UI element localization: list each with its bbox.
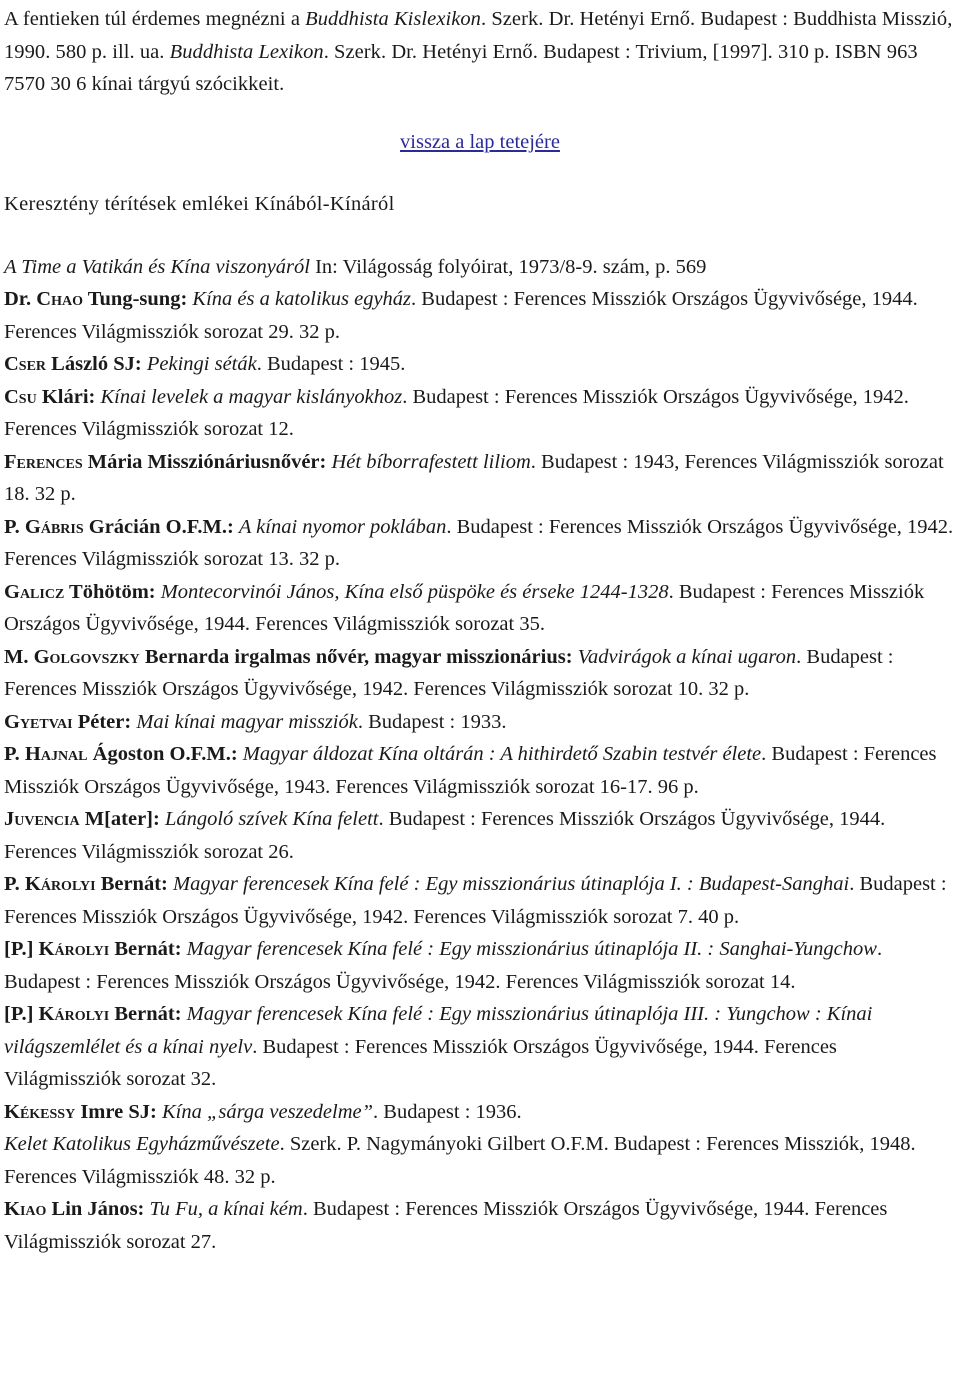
entry-title: Kínai levelek a magyar kislányokhoz	[100, 385, 403, 408]
bibliography-entry	[4, 706, 956, 739]
entry-author-surname: Károlyi	[24, 873, 96, 895]
entry-author-name: Bernarda irgalmas nővér, magyar misszionárius:	[139, 645, 578, 668]
entry-details: . Budapest : Ferences Missziók Országos Ügyvivősége, 1944. Ferences Világmissziók sorozat 32.	[4, 1035, 837, 1090]
entry-author-surname: Gábris	[24, 515, 84, 538]
entry-author-prefix: [P.]	[4, 1003, 39, 1025]
bibliography-entry	[4, 576, 956, 641]
entry-author-name: Klári:	[36, 385, 101, 408]
entry-details: . Budapest : Ferences Missziók Országos Ügyvivősége, 1944. Ferences Világmissziók sorozat 35.	[4, 580, 925, 635]
entry-title: A Time a Vatikán és Kína viszonyáról	[4, 255, 310, 278]
entry-title: Kelet Katolikus Egyházművészete	[4, 1133, 280, 1155]
entry-title: Magyar áldozat Kína oltárán : A hithirdető Szabin testvér élete	[242, 743, 762, 765]
entry-author-surname: Károlyi	[38, 1003, 110, 1025]
entry-title: Kína és a katolikus egyház	[192, 288, 412, 310]
entry-author-prefix: P.	[4, 515, 25, 538]
back-to-top-row	[4, 126, 956, 159]
entry-details: In: Világosság folyóirat, 1973/8-9. szám, p. 569	[309, 255, 707, 278]
entry-details: . Budapest : 1943, Ferences Világmissziók sorozat 18. 32 p.	[4, 450, 944, 505]
entry-details: . Budapest : Ferences Missziók Országos Ügyvivősége, 1942. Ferences Világmissziók sorozat 10. 32 p.	[4, 645, 894, 700]
entry-title: Tu Fu, a kínai kém	[149, 1198, 303, 1220]
bibliography-entry	[4, 283, 956, 348]
entry-author-surname: Golgovszky	[33, 645, 140, 668]
entry-author-name: Tung-sung:	[82, 288, 193, 310]
entry-author-name: Bernát:	[95, 873, 173, 895]
entry-details: . Budapest : Ferences Missziók Országos Ügyvivősége, 1942. Ferences Világmissziók sorozat 12.	[4, 385, 909, 440]
bibliography-entry	[4, 933, 956, 998]
entry-author-surname: Hajnal	[24, 743, 88, 765]
intro-title-2: Buddhista Lexikon	[169, 40, 324, 63]
back-to-top-link[interactable]: vissza a lap tetejére	[400, 130, 560, 153]
entry-author-prefix: P.	[4, 873, 25, 895]
entry-author-surname: Kékessy	[4, 1100, 76, 1123]
entry-title: Kína „sárga veszedelme”	[161, 1100, 374, 1123]
bibliography-entry	[4, 511, 956, 576]
entry-title: Hét bíborrafestett liliom	[331, 450, 531, 473]
entry-title: Lángoló szívek Kína felett	[164, 808, 379, 830]
entry-title: Magyar ferencesek Kína felé : Egy misszionárius útinaplója II. : Sanghai-Yungchow	[186, 938, 877, 960]
entry-author-prefix: [P.]	[4, 938, 39, 960]
entry-title: Magyar ferencesek Kína felé : Egy misszionárius útinaplója III. : Yungchow : Kínai világszemlélet és a kínai nyelv	[4, 1003, 873, 1058]
document-page	[0, 3, 960, 1388]
bibliography-entry	[4, 803, 956, 868]
entry-author-name: M[ater]:	[79, 808, 165, 830]
entry-details: . Budapest : Ferences Missziók Országos Ügyvivősége, 1943. Ferences Világmissziók sorozat 16-17. 96 p.	[4, 743, 937, 798]
entry-title: Montecorvinói János, Kína első püspöke és érseke 1244-1328	[160, 580, 669, 603]
entry-details: . Budapest : Ferences Missziók Országos Ügyvivősége, 1944. Ferences Világmissziók sorozat 26.	[4, 808, 886, 863]
entry-details: . Budapest : 1945.	[256, 353, 406, 375]
entry-author-surname: Juvencia	[4, 808, 80, 830]
entry-author-name: Bernát:	[109, 1003, 187, 1025]
entry-details: . Szerk. P. Nagymányoki Gilbert O.F.M. Budapest : Ferences Missziók, 1948. Ferences Világmissziók 48. 32 p.	[4, 1133, 916, 1188]
entry-details: . Budapest : Ferences Missziók Országos Ügyvivősége, 1942. Ferences Világmissziók sorozat 14.	[4, 938, 883, 993]
bibliography-entry	[4, 998, 956, 1096]
entry-author-name: Grácián O.F.M.:	[83, 515, 239, 538]
entry-author-surname: Cser	[4, 353, 47, 375]
section-title: Keresztény térítések emlékei Kínából-Kínáról	[4, 193, 395, 215]
entry-details: . Budapest : Ferences Missziók Országos Ügyvivősége, 1942. Ferences Világmissziók sorozat 13. 32 p.	[4, 515, 954, 570]
entry-author-prefix: Dr.	[4, 288, 37, 310]
entry-author-surname: Csu	[4, 385, 37, 408]
entry-details: . Budapest : Ferences Missziók Országos Ügyvivősége, 1944. Ferences Világmissziók sorozat 27.	[4, 1198, 888, 1253]
intro-title-1: Buddhista Kislexikon	[305, 8, 481, 30]
entry-details: . Budapest : Ferences Missziók Országos Ügyvivősége, 1942. Ferences Világmissziók sorozat 7. 40 p.	[4, 873, 947, 928]
intro-text-1: A fentieken túl érdemes megnézni a	[4, 8, 306, 30]
entry-author-name: Mária Missziónáriusnővér:	[82, 450, 332, 473]
entry-author-surname: Galicz	[4, 580, 65, 603]
bibliography-entry	[4, 446, 956, 511]
entry-details: . Budapest : 1936.	[373, 1100, 522, 1123]
bibliography-entry	[4, 641, 956, 706]
entry-title: Pekingi séták	[146, 353, 257, 375]
bibliography-entry	[4, 738, 956, 803]
entry-author-name: Péter:	[72, 710, 137, 733]
entry-author-name: Töhötöm:	[64, 580, 161, 603]
entry-author-surname: Kiao	[4, 1198, 47, 1220]
entry-title: Mai kínai magyar missziók	[136, 710, 358, 733]
entry-author-prefix: P.	[4, 743, 25, 765]
entry-author-name: László SJ:	[46, 353, 147, 375]
entry-author-surname: Chao	[36, 288, 83, 310]
entry-title: A kínai nyomor poklában	[238, 515, 447, 538]
intro-paragraph	[4, 3, 956, 101]
entry-author-name: Lin János:	[46, 1198, 150, 1220]
bibliography-entry	[4, 868, 956, 933]
entry-title: Vadvirágok a kínai ugaron	[577, 645, 797, 668]
entry-author-surname: Károlyi	[38, 938, 110, 960]
bibliography-entry	[4, 1193, 956, 1258]
entry-author-name: Imre SJ:	[75, 1100, 162, 1123]
entry-author-surname: Gyetvai	[4, 710, 73, 733]
intro-text-3: . Szerk. Dr. Hetényi Ernő. Budapest : Trivium, [1997]. 310 p. ISBN 963 7570 30 6 kínai tárgyú szócikkeit.	[4, 40, 918, 95]
entry-author-surname: Ferences	[4, 450, 83, 473]
entry-author-prefix: M.	[4, 645, 34, 668]
entry-details: . Budapest : Ferences Missziók Országos Ügyvivősége, 1944. Ferences Világmissziók sorozat 29. 32 p.	[4, 288, 918, 343]
bibliography-entry	[4, 251, 956, 284]
bibliography-list	[4, 251, 956, 1259]
entry-title: Magyar ferencesek Kína felé : Egy misszionárius útinaplója I. : Budapest-Sanghai	[173, 873, 850, 895]
bibliography-entry	[4, 1128, 956, 1193]
bibliography-entry	[4, 348, 956, 381]
entry-author-name: Bernát:	[109, 938, 187, 960]
entry-details: . Budapest : 1933.	[357, 710, 507, 733]
intro-text-2: . Szerk. Dr. Hetényi Ernő. Budapest : Buddhista Misszió, 1990. 580 p. ill. ua.	[4, 8, 953, 63]
bibliography-entry	[4, 381, 956, 446]
entry-author-name: Ágoston O.F.M.:	[87, 743, 243, 765]
bibliography-entry	[4, 1096, 956, 1129]
